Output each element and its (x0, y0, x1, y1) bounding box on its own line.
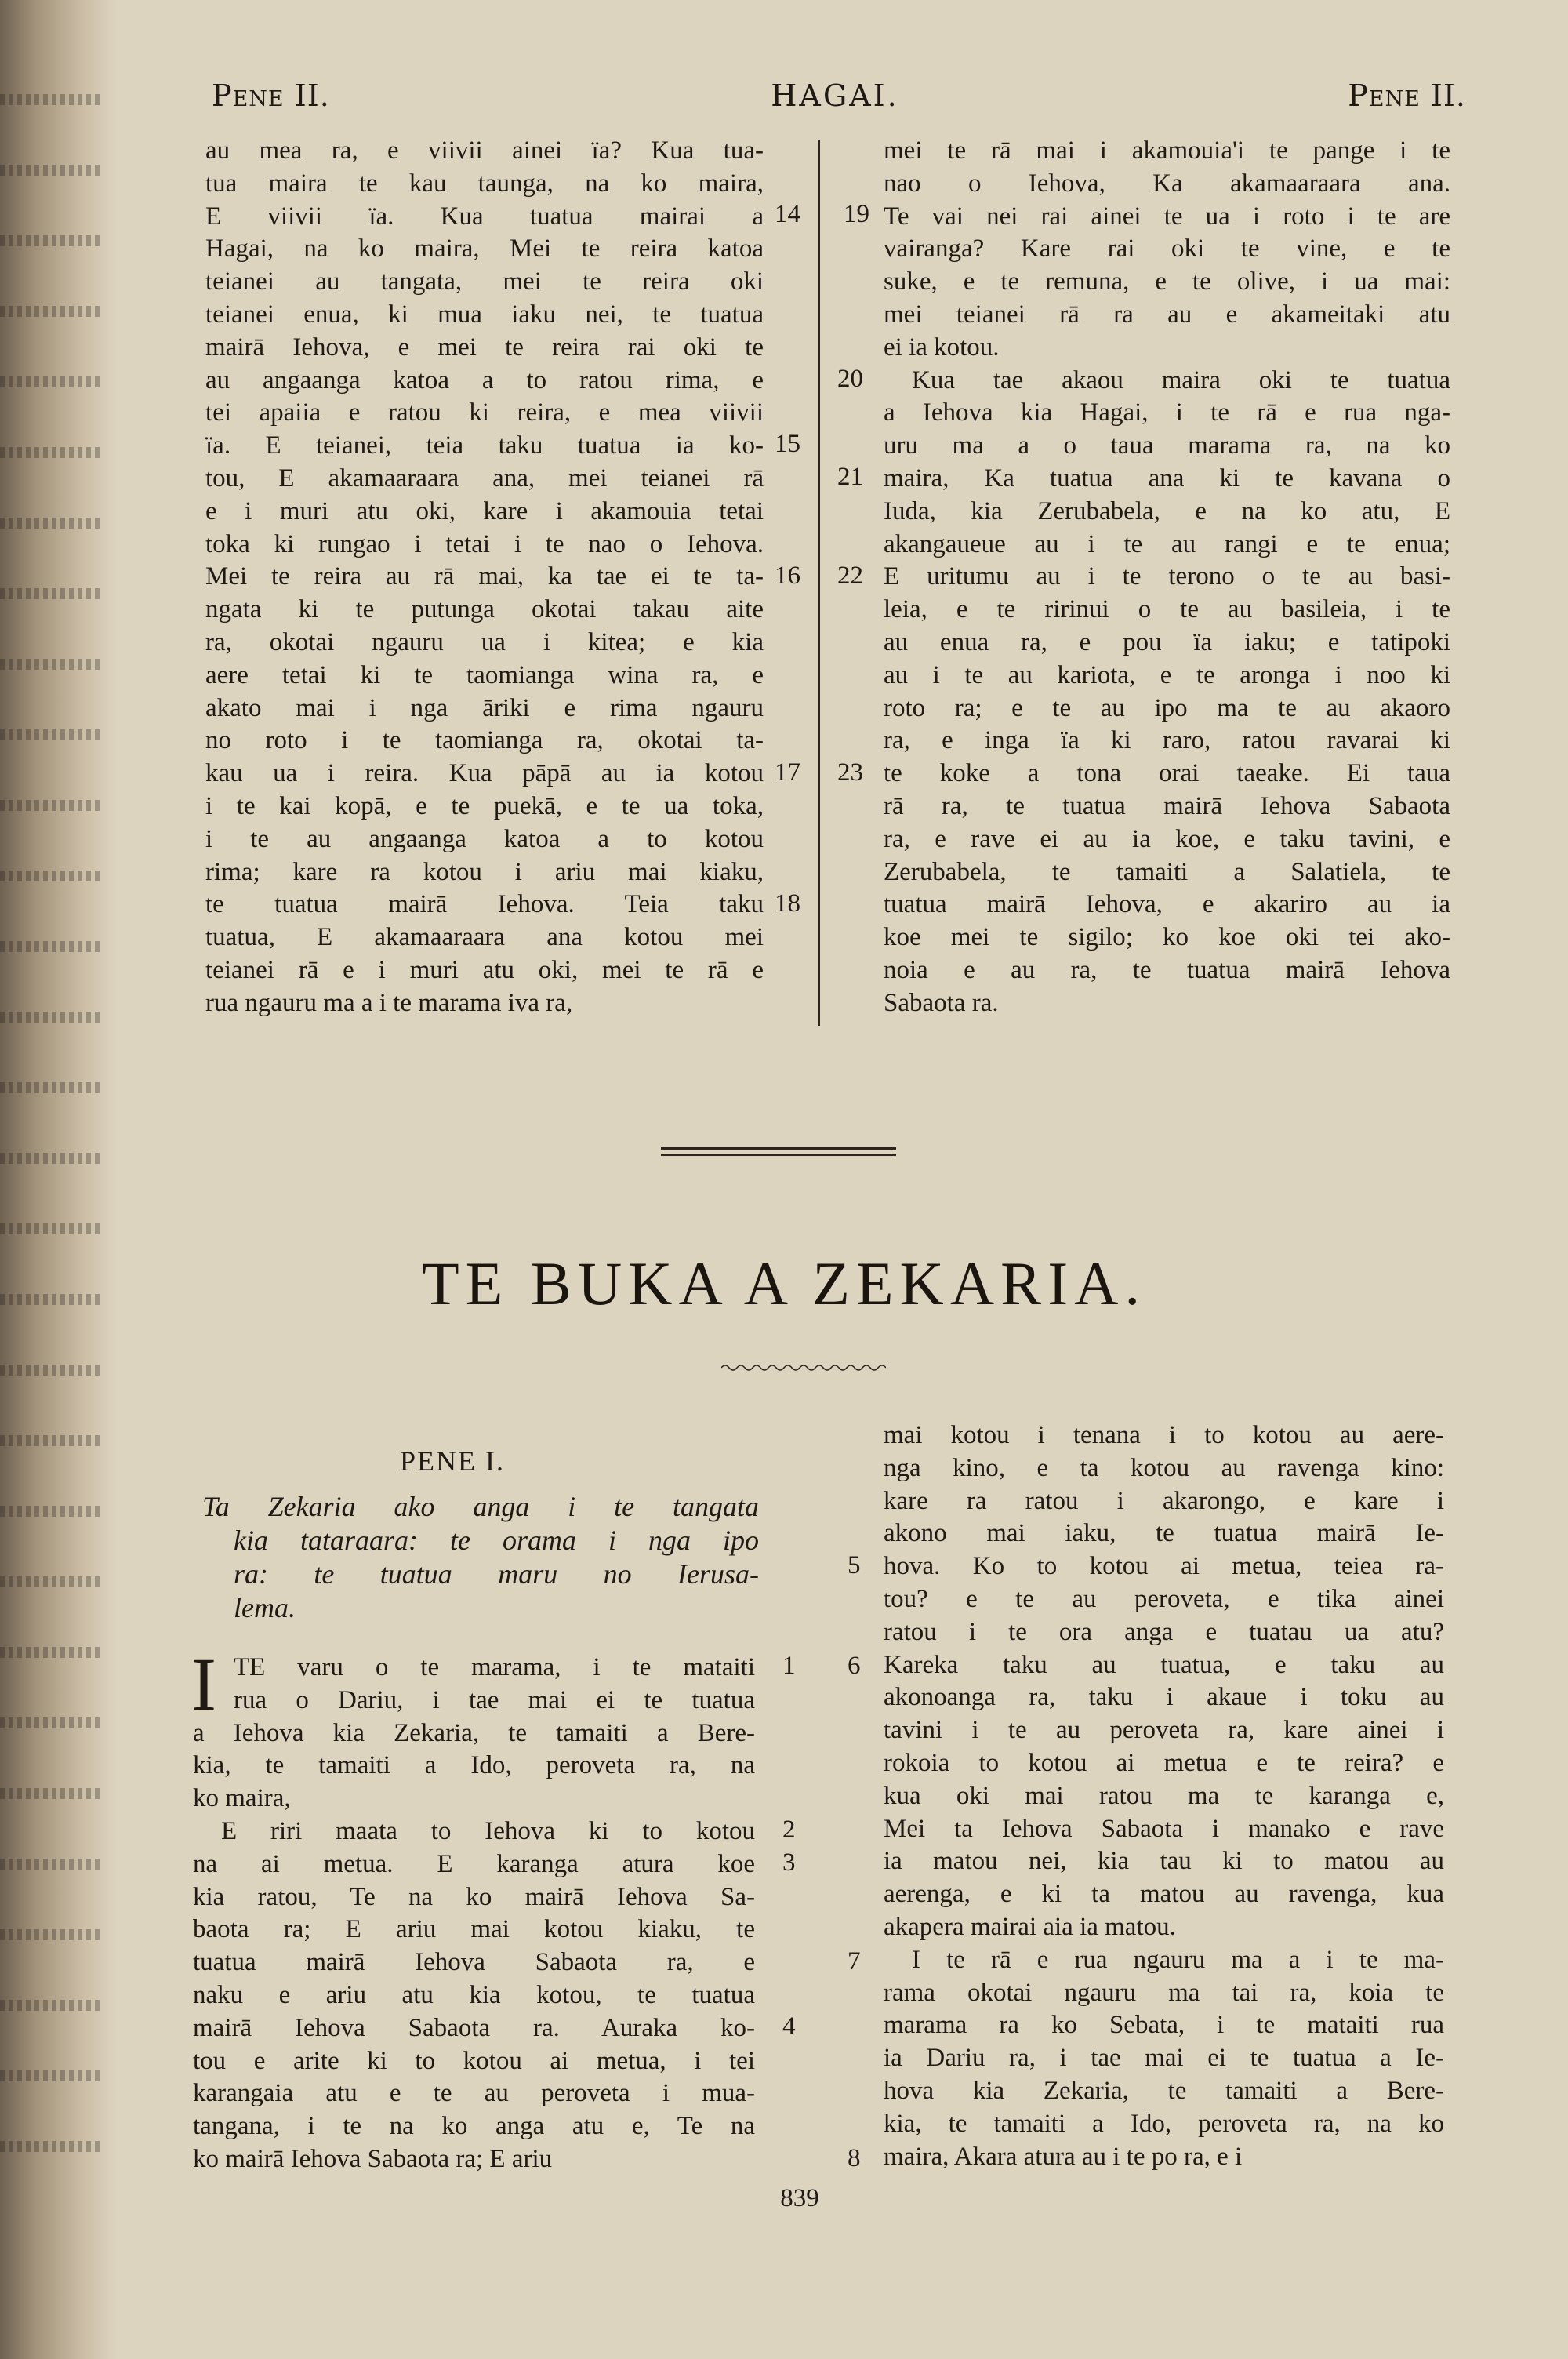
text-line: te koke a tona orai taeake. Ei taua (884, 759, 1450, 788)
text-line: a Iehova kia Zekaria, te tamaiti a Bere- (193, 1718, 755, 1747)
text-line: te tuatua mairā Iehova. Teia taku (205, 890, 764, 919)
text-line: teianei enua, ki mua iaku nei, te tuatua (205, 300, 764, 329)
text-line: no roto i te taomianga ra, okotai ta- (205, 726, 764, 755)
text-line: mei teianei rā ra au e akameitaki atu (884, 300, 1450, 329)
text-line: Te vai nei rai ainei te ua i roto i te are (884, 202, 1450, 231)
text-line: nao o Iehova, Ka akamaaraara ana. (884, 169, 1450, 198)
text-line: ngata ki te putunga okotai takau aite (205, 595, 764, 624)
adjacent-page-edge (0, 0, 118, 2359)
text-line: uru ma a o taua marama ra, na ko (884, 431, 1450, 460)
text-line: rokoia to kotou ai metua e te reira? e (884, 1748, 1444, 1777)
text-line: naku e ariu atu kia kotou, te tuatua (193, 1980, 755, 2009)
text-line: tangana, i te na ko anga atu e, Te na (193, 2112, 755, 2141)
summary-line: Ta Zekaria ako anga i te tangata (202, 1491, 759, 1522)
text-line: ia Dariu ra, i tae mai ei te tuatua a Ie- (884, 2044, 1444, 2073)
text-line: ïa. E teianei, teia taku tuatua ia ko- (205, 431, 764, 460)
text-line: roto ra; e te au ipo ma te au akaoro (884, 693, 1450, 722)
text-line: hova kia Zekaria, te tamaiti a Bere- (884, 2076, 1444, 2105)
text-line: kia ratou, Te na ko mairā Iehova Sa- (193, 1882, 755, 1911)
text-line: tuatua, E akamaaraara ana kotou mei (205, 923, 764, 952)
text-line: baota ra; E ariu mai kotou kiaku, te (193, 1915, 755, 1944)
zekaria-left-column (193, 1652, 755, 2176)
text-line: tuatua mairā Iehova, e akariro au ia (884, 890, 1450, 919)
text-line: I te rā e rua ngauru ma a i te ma- (912, 1945, 1444, 1974)
section-rule (661, 1154, 896, 1156)
text-line: marama ra ko Sebata, i te mataiti rua (884, 2011, 1444, 2040)
hagai-left-column (205, 135, 764, 1020)
running-head (204, 78, 1466, 125)
text-line: a Iehova kia Hagai, i te rā e rua nga- (884, 398, 1450, 427)
running-head-book: HAGAI. (771, 78, 899, 113)
text-line: kua oki mai ratou ma te karanga e, (884, 1781, 1444, 1810)
summary-line: lema. (234, 1592, 296, 1623)
text-line: aere tetai ki te taomianga wina ra, e (205, 660, 764, 689)
text-line: ko maira, (193, 1784, 291, 1813)
verse-number: 14 (775, 200, 800, 228)
text-line: akapera mairai aia ia matou. (884, 1912, 1176, 1941)
text-line: toka ki rungao i tetai i te nao o Iehova. (205, 529, 764, 558)
text-line: Hagai, na ko maira, Mei te reira katoa (205, 234, 764, 264)
text-line: tuatua mairā Iehova Sabaota ra, e (193, 1948, 755, 1977)
text-line: e i muri atu oki, kare i akamouia tetai (205, 496, 764, 525)
text-line: rua o Dariu, i tae mai ei te tuatua (234, 1685, 755, 1714)
section-rule (661, 1147, 896, 1150)
text-line: i te kai kopā, e te puekā, e te ua toka, (205, 791, 764, 820)
zekaria-right-column (884, 1419, 1444, 2173)
text-line: Kareka taku au tuatua, e taku au (884, 1650, 1444, 1679)
verse-number: 18 (775, 889, 800, 918)
text-line: maira, Akara atura au i te po ra, e i (884, 2142, 1243, 2171)
verse-number: 17 (775, 758, 800, 787)
text-line: mei te rā mai i akamouia'i te pange i te (884, 136, 1450, 165)
text-line: rua ngauru ma a i te marama iva ra, (205, 988, 573, 1017)
verse-number: 21 (837, 463, 863, 491)
text-line: tou, E akamaaraara ana, mei teianei rā (205, 463, 764, 493)
text-line: Zerubabela, te tamaiti a Salatiela, te (884, 857, 1450, 886)
text-line: ia matou nei, kia tau ki to matou au (884, 1847, 1444, 1876)
text-line: mairā Iehova, e mei te reira rai oki te (205, 333, 764, 362)
text-line: ei ia kotou. (884, 333, 1000, 362)
text-line: tavini i te au peroveta ra, kare ainei i (884, 1716, 1444, 1745)
text-line: hova. Ko to kotou ai metua, teiea ra- (884, 1552, 1444, 1581)
text-line: Mei te reira au rā mai, ka tae ei te ta- (205, 562, 764, 591)
text-line: teianei au tangata, mei te reira oki (205, 267, 764, 296)
chapter-heading: PENE I. (400, 1445, 505, 1477)
text-line: E riri maata to Iehova ki to kotou (221, 1816, 755, 1845)
drop-cap: I (191, 1642, 216, 1726)
text-line: akono mai iaku, te tuatua mairā Ie- (884, 1519, 1444, 1548)
text-line: au mea ra, e viivii ainei ïa? Kua tua- (205, 136, 764, 165)
text-line: vairanga? Kare rai oki te vine, e te (884, 234, 1450, 264)
verse-number: 8 (848, 2144, 861, 2172)
text-line: noia e au ra, te tuatua mairā Iehova (884, 955, 1450, 984)
text-line: tou? e te au peroveta, e tika ainei (884, 1584, 1444, 1613)
text-line: rā ra, te tuatua mairā Iehova Sabaota (884, 791, 1450, 820)
text-line: mai kotou i tenana i to kotou au aere- (884, 1421, 1444, 1449)
summary-line: kia tataraara: te orama i nga ipo (234, 1525, 759, 1556)
text-line: au i te au kariota, e te aronga i noo ki (884, 660, 1450, 689)
verse-number: 15 (775, 430, 800, 458)
text-line: leia, e te ririnui o te au basileia, i te (884, 595, 1450, 624)
text-line: nga kino, e ta kotou au ravenga kino: (884, 1453, 1444, 1482)
text-line: tei apaiia e ratou ki reira, e mea viivii (205, 398, 764, 427)
text-line: na ai metua. E karanga atura koe (193, 1849, 755, 1878)
text-line: koe mei te sigilo; ko koe oki tei ako- (884, 923, 1450, 952)
verse-number: 19 (844, 200, 869, 228)
text-line: kia, te tamaiti a Ido, peroveta ra, na (193, 1751, 755, 1780)
text-line: tua maira te kau taunga, na ko maira, (205, 169, 764, 198)
verse-number: 6 (848, 1652, 861, 1680)
chapter-summary (202, 1490, 759, 1625)
running-head-left: Pene II. (212, 78, 330, 113)
text-line: E viivii ïa. Kua tuatua mairai a (205, 202, 764, 231)
text-line: karangaia atu e te au peroveta i mua- (193, 2079, 755, 2108)
text-line: ra, e inga ïa ki raro, ratou ravarai ki (884, 726, 1450, 755)
text-line: E uritumu au i te terono o te au basi- (884, 562, 1450, 591)
text-line: Mei ta Iehova Sabaota i manako e rave (884, 1814, 1444, 1843)
text-line: rima; kare ra kotou i ariu mai kiaku, (205, 857, 764, 886)
verse-number: 20 (837, 365, 863, 393)
text-line: ra, e rave ei au ia koe, e taku tavini, e (884, 824, 1450, 853)
text-line: aerenga, e ki ta matou au ravenga, kua (884, 1880, 1444, 1909)
verse-number: 3 (782, 1848, 796, 1877)
text-line: akato mai i nga āriki e rima ngauru (205, 693, 764, 722)
text-line: ko mairā Iehova Sabaota ra; E ariu (193, 2144, 553, 2173)
text-line: teianei rā e i muri atu oki, mei te rā e (205, 955, 764, 984)
text-line: mairā Iehova Sabaota ra. Auraka ko- (193, 2013, 755, 2042)
text-line: ra, okotai ngauru ua i kitea; e kia (205, 627, 764, 656)
column-divider (818, 140, 820, 1026)
verse-number: 1 (782, 1652, 796, 1680)
text-line: tou e arite ki to kotou ai metua, i tei (193, 2046, 755, 2075)
verse-number: 16 (775, 562, 800, 590)
text-line: i te au angaanga katoa a to kotou (205, 824, 764, 853)
running-head-right: Pene II. (1348, 78, 1466, 113)
page-number: 839 (780, 2184, 819, 2212)
verse-number: 22 (837, 562, 863, 590)
verse-number: 4 (782, 2012, 796, 2041)
text-line: suke, e te remuna, e te olive, i ua mai: (884, 267, 1450, 296)
verse-number: 5 (848, 1551, 861, 1579)
text-line: rama okotai ngauru ma tai ra, koia te (884, 1978, 1444, 2007)
text-line: akonoanga ra, taku i akaue i toku au (884, 1683, 1444, 1712)
text-line: TE varu o te marama, i te mataiti (234, 1653, 755, 1681)
verse-number: 7 (848, 1947, 861, 1976)
verse-number: 23 (837, 758, 863, 787)
text-line: Sabaota ra. (884, 988, 999, 1017)
ornamental-wave (721, 1363, 886, 1372)
text-line: kare ra ratou i akarongo, e kare i (884, 1486, 1444, 1515)
text-line: Kua tae akaou maira oki te tuatua (912, 365, 1450, 394)
text-line: au enua ra, e pou ïa iaku; e tatipoki (884, 627, 1450, 656)
text-line: kau ua i reira. Kua pāpā au ia kotou (205, 759, 764, 788)
summary-line: ra: te tuatua maru no Ierusa- (234, 1558, 759, 1590)
text-line: kia, te tamaiti a Ido, peroveta ra, na ko (884, 2109, 1444, 2138)
verse-number: 2 (782, 1816, 796, 1844)
book-title: TE BUKA A ZEKARIA. (422, 1249, 1146, 1318)
text-line: akangaueue au i te au rangi e te enua; (884, 529, 1450, 558)
text-line: au angaanga katoa a to ratou rima, e (205, 365, 764, 394)
text-line: maira, Ka tuatua ana ki te kavana o (884, 463, 1450, 493)
hagai-right-column (884, 135, 1450, 1020)
text-line: Iuda, kia Zerubabela, e na ko atu, E (884, 496, 1450, 525)
text-line: ratou i te ora anga e tuatau ua atu? (884, 1617, 1444, 1646)
